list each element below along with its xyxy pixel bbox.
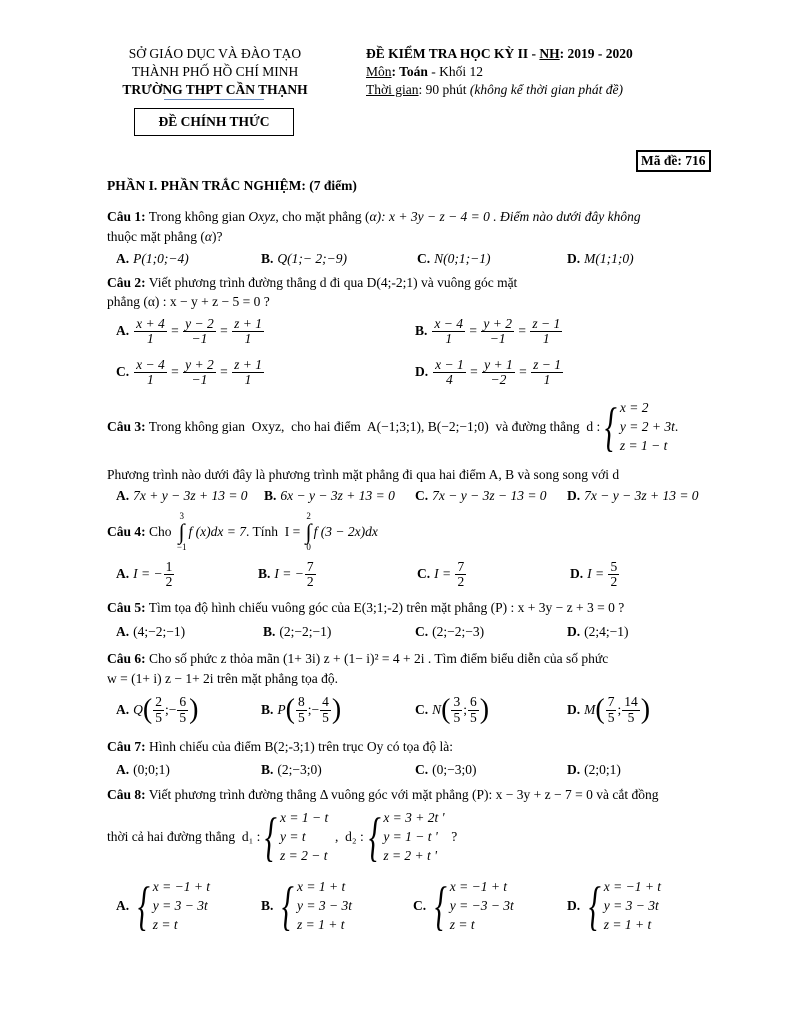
- exam-title-a: ĐỀ KIỂM TRA HỌC KỲ II -: [366, 46, 540, 61]
- den: 1: [244, 372, 252, 388]
- sys-row: x = −1 + t: [603, 879, 662, 894]
- den: 5: [627, 709, 635, 725]
- frac: [455, 560, 466, 589]
- den: 1: [147, 372, 154, 388]
- opt-label: A.: [116, 322, 130, 338]
- q5-option-b[interactable]: [263, 624, 331, 640]
- sys-row: z = 2 − t: [280, 848, 328, 863]
- sys-row: z = 2 + t ': [383, 848, 438, 863]
- num: z + 1: [234, 357, 262, 372]
- q8-a: Viết phương trình đường thẳng Δ vuông góc với mặt phẳng (P): x − 3y + z − 7 = 0 và cắt đồng: [145, 787, 659, 802]
- sys-row: y = t: [280, 829, 306, 844]
- sys-row: x = −1 + t: [449, 879, 508, 894]
- paren: ): [640, 694, 651, 725]
- den: 2: [306, 574, 314, 590]
- den: 5: [155, 709, 162, 725]
- opt-label: B.: [261, 897, 274, 913]
- subject-line: [366, 64, 483, 80]
- sys-row: z = 1 − t: [619, 438, 668, 453]
- q5-label: Câu 5:: [107, 600, 146, 615]
- num: 6: [469, 694, 477, 710]
- q2-option-a[interactable]: A. $\frac{x + 4}{1}$ = $\frac{y - 2}{-1}$ = $\frac{z + 1}{1}$: [116, 316, 262, 347]
- sep: ;: [164, 702, 169, 717]
- q1-b: , cho mặt phẳng (: [275, 209, 370, 224]
- q4-b: . Tính I =: [245, 524, 304, 539]
- num: 6: [179, 694, 187, 710]
- opt-text: M(1;1;0): [584, 251, 634, 266]
- q5-text: [107, 600, 624, 616]
- q3-dot: .: [674, 418, 679, 434]
- q1-text: [107, 209, 641, 225]
- q8-d2-system: [364, 808, 445, 865]
- den: 5: [469, 709, 477, 725]
- q8-text2: [107, 808, 457, 865]
- opt-text: 7x − y − 3z − 13 = 0: [432, 488, 547, 503]
- q3-label: Câu 3:: [107, 418, 146, 434]
- q4-option-a[interactable]: [116, 560, 175, 589]
- num: 7: [306, 559, 314, 574]
- frac: [183, 317, 216, 346]
- sep: ;: [617, 702, 622, 717]
- opt-label: D.: [567, 251, 581, 266]
- school-underline: [164, 99, 264, 100]
- q6-option-d[interactable]: [567, 694, 650, 726]
- int-bottom: −1: [176, 542, 187, 552]
- exam-code: Mã đề: 716: [636, 150, 711, 172]
- frac: [153, 695, 164, 724]
- sys-row: y = 3 − 3t: [297, 898, 352, 913]
- den: 2: [165, 574, 173, 590]
- sys-row: x = −1 + t: [152, 879, 211, 894]
- q2-text: [107, 275, 517, 291]
- q4-option-d[interactable]: [570, 560, 620, 589]
- den: 1: [445, 331, 453, 347]
- opt-label: C.: [417, 251, 431, 266]
- frac: [305, 560, 316, 589]
- sys-row: x = 3 + 2t ': [383, 810, 445, 825]
- num: x − 4: [434, 316, 463, 331]
- school-name: TRƯỜNG THPT CẦN THẠNH: [122, 82, 308, 97]
- q7-option-a[interactable]: [116, 762, 170, 778]
- frac: [606, 695, 617, 724]
- q1-d: thuộc mặt phẳng (: [107, 229, 205, 244]
- sys-row: y = 1 − t ': [383, 829, 438, 844]
- opt-text: (2;0;1): [584, 762, 621, 777]
- q3-option-d[interactable]: [567, 488, 699, 504]
- q8-text: [107, 787, 658, 803]
- opt-label: A.: [116, 702, 130, 717]
- opt-label: D.: [570, 565, 584, 581]
- sys-row: x = 1 + t: [297, 879, 346, 894]
- neg: −: [311, 702, 320, 717]
- q7-option-d[interactable]: [567, 762, 621, 778]
- num: x − 1: [435, 357, 464, 372]
- opt-label: C.: [415, 762, 429, 777]
- q3-option-b[interactable]: [264, 488, 395, 504]
- sys-row: x = 1 − t: [280, 810, 329, 825]
- frac: [468, 695, 479, 724]
- paren: ): [479, 694, 490, 725]
- brace: {: [368, 806, 381, 867]
- opt-pre: I = −: [133, 565, 163, 581]
- opt-label: A.: [116, 762, 130, 777]
- q6-option-a[interactable]: [116, 694, 198, 726]
- opt-label: A.: [116, 897, 130, 913]
- num: y − 2: [185, 316, 214, 331]
- time-note: (không kể thời gian phát đề): [469, 82, 623, 97]
- int-top: 3: [179, 511, 184, 521]
- q7-text: [107, 739, 453, 755]
- opt-pre: N: [432, 702, 442, 717]
- opt-pre: M: [584, 702, 596, 717]
- opt-system: [277, 877, 352, 934]
- q7-label: Câu 7:: [107, 739, 146, 754]
- int-top: 2: [306, 511, 311, 521]
- q1-a: Trong không gian: [145, 209, 249, 224]
- q8-d1-system: [260, 808, 328, 865]
- frac: [451, 695, 462, 724]
- frac: [177, 695, 188, 724]
- brace: {: [434, 875, 447, 936]
- q5-option-c[interactable]: [415, 624, 484, 640]
- q8-option-d[interactable]: [567, 877, 661, 934]
- frac: [296, 695, 307, 724]
- opt-label: C.: [116, 363, 130, 379]
- q7-option-c[interactable]: [415, 762, 476, 778]
- subject-label: Môn: [366, 64, 392, 79]
- official-text: ĐỀ CHÍNH THỨC: [158, 114, 270, 129]
- opt-text: (4;−2;−1): [133, 624, 186, 639]
- sys-row: y = −3 − 3t: [449, 898, 514, 913]
- opt-pre: I =: [434, 565, 455, 581]
- q8-q: ?: [444, 828, 458, 844]
- neg: −: [168, 702, 177, 717]
- q1-alpha2: α: [204, 229, 212, 244]
- frac: [433, 358, 466, 387]
- opt-label: D.: [567, 624, 581, 639]
- opt-label: D.: [567, 762, 581, 777]
- num: z − 1: [533, 357, 561, 372]
- den: 2: [457, 574, 465, 590]
- paren: ): [189, 694, 199, 725]
- opt-text: 7x − y − 3z + 13 = 0: [584, 488, 699, 503]
- q3-text2: Phương trình nào dưới đây là phương trình mặt phẳng đi qua hai điểm A, B và song song với d: [107, 467, 620, 482]
- exam-title-b: NH: [539, 46, 560, 61]
- sys-row: z = 1 + t: [297, 917, 345, 932]
- q6-text2: w = (1+ i) z − 1+ 2i trên mặt phẳng tọa độ.: [107, 671, 339, 686]
- opt-label: B.: [261, 702, 274, 717]
- opt-pre: I =: [587, 565, 608, 581]
- num: 7: [607, 694, 615, 710]
- paren: (: [142, 694, 153, 725]
- opt-label: B.: [264, 488, 277, 503]
- num: 7: [457, 559, 465, 574]
- frac: [320, 695, 331, 724]
- den: 1: [543, 372, 551, 388]
- integral-sign: ∫: [305, 519, 312, 544]
- den: 5: [607, 709, 615, 725]
- q7-a: Hình chiếu của điểm B(2;-3;1) trên trục Oy có tọa độ là:: [145, 739, 454, 754]
- frac: [481, 317, 514, 346]
- opt-pre: Q: [133, 702, 143, 717]
- opt-label: B.: [415, 322, 428, 338]
- den: −1: [191, 331, 208, 347]
- frac: [164, 560, 175, 589]
- frac: [232, 358, 264, 387]
- opt-label: C.: [417, 565, 431, 581]
- q6-label: Câu 6:: [107, 651, 146, 666]
- den: 1: [147, 331, 154, 347]
- opt-label: B.: [263, 624, 276, 639]
- q8-b: thời cả hai đường thẳng d₁ :: [107, 828, 261, 844]
- sep: ;: [463, 702, 467, 717]
- q1-option-a[interactable]: [116, 251, 189, 267]
- int-body: f (x)dx = 7: [188, 524, 246, 539]
- opt-label: C.: [413, 897, 427, 913]
- exam-title-c: : 2019 - 2020: [559, 46, 633, 61]
- den: 5: [322, 709, 329, 725]
- q6-a: Cho số phức z thỏa mãn (1+ 3i) z + (1− i)² = 4 + 2i . Tìm điểm biểu diễn của số phức: [145, 651, 609, 666]
- q3-option-a[interactable]: [116, 488, 248, 504]
- q1-alpha: α: [369, 209, 377, 224]
- opt-system: [584, 877, 661, 934]
- opt-text: (2;−2;−3): [432, 624, 485, 639]
- sys-row: y = 3 − 3t: [152, 898, 208, 913]
- section-title: PHẦN I. PHẦN TRẮC NGHIỆM: (7 điểm): [107, 178, 357, 193]
- integral-1: [177, 512, 187, 552]
- q3-option-c[interactable]: [415, 488, 547, 504]
- frac: [232, 317, 264, 346]
- num: y + 2: [185, 357, 214, 372]
- q4-option-c[interactable]: [417, 560, 467, 589]
- den: 5: [453, 709, 461, 725]
- opt-system: [430, 877, 514, 934]
- opt-label: A.: [116, 488, 130, 503]
- num: 3: [453, 694, 461, 710]
- num: 14: [624, 694, 638, 710]
- brace: {: [137, 875, 150, 936]
- q6-option-b[interactable]: [261, 694, 341, 726]
- num: x + 4: [136, 316, 165, 331]
- q2-option-c[interactable]: C. $\frac{x - 4}{1}$ = $\frac{y + 2}{-1}$ = $\frac{z + 1}{1}$: [116, 357, 262, 388]
- q4-text: [107, 512, 378, 552]
- q8-option-a[interactable]: [116, 877, 210, 934]
- sys-row: z = 1 + t: [603, 917, 652, 932]
- frac: [482, 358, 515, 387]
- num: 4: [322, 694, 329, 710]
- q5-option-d[interactable]: [567, 624, 628, 640]
- q3-system: [600, 398, 675, 455]
- sys-row: x = 2: [619, 400, 649, 415]
- q8-mid: , d₂ :: [328, 828, 364, 844]
- time-line: [366, 82, 623, 98]
- den: 4: [446, 372, 453, 388]
- paren: (: [441, 694, 451, 725]
- q2-a: Viết phương trình đường thẳng d đi qua D(4;-2;1) và vuông góc mặt: [145, 275, 518, 290]
- q2-option-b[interactable]: B. $\frac{x - 4}{1}$ = $\frac{y + 2}{-1}$ = $\frac{z - 1}{1}$: [415, 316, 561, 347]
- time-label: Thời gian: [366, 82, 419, 97]
- opt-text: 7x + y − 3z + 13 = 0: [133, 488, 248, 503]
- opt-label: B.: [258, 565, 271, 581]
- num: 8: [297, 694, 305, 710]
- opt-text: Q(1;− 2;−9): [277, 251, 347, 266]
- q1-label: Câu 1:: [107, 209, 146, 224]
- official-badge: [134, 108, 294, 136]
- den: 5: [297, 709, 305, 725]
- time-value: : 90 phút: [418, 82, 470, 97]
- opt-label: B.: [261, 762, 274, 777]
- sys-row: y = 3 − 3t: [603, 898, 659, 913]
- brace: {: [588, 875, 601, 936]
- brace: {: [282, 875, 295, 936]
- q6-text: [107, 651, 608, 667]
- frac: [134, 358, 167, 387]
- opt-text: (0;0;1): [133, 762, 170, 777]
- sys-row: y = 2 + 3t: [619, 419, 675, 434]
- num: x − 4: [136, 357, 165, 372]
- opt-system: [133, 877, 210, 934]
- num: 1: [165, 559, 173, 574]
- int-body: f (3 − 2x)dx: [313, 524, 378, 539]
- opt-label: C.: [415, 702, 429, 717]
- opt-label: D.: [567, 488, 581, 503]
- den: 1: [244, 331, 252, 347]
- subject-value: : Toán: [391, 64, 428, 79]
- opt-label: A.: [116, 251, 130, 266]
- frac: [183, 358, 216, 387]
- num: 5: [610, 559, 618, 574]
- q2-text2: phẳng (α) : x − y + z − 5 = 0 ?: [107, 294, 270, 309]
- q3-a: Trong không gian Oxyz, cho hai điểm A(−1;3;1), B(−2;−1;0) và đường thẳng d :: [145, 418, 601, 434]
- opt-pre: P: [277, 702, 286, 717]
- opt-label: D.: [415, 363, 429, 379]
- paren: (: [285, 694, 295, 725]
- q4-a: Cho: [145, 524, 175, 539]
- q5-option-a[interactable]: [116, 624, 185, 640]
- sys-row: z = t: [449, 917, 475, 932]
- opt-text: (2;−3;0): [277, 762, 322, 777]
- den: 1: [542, 331, 550, 347]
- opt-label: A.: [116, 565, 130, 581]
- den: 5: [179, 709, 187, 725]
- brace: {: [265, 806, 278, 867]
- paren: (: [595, 694, 605, 725]
- frac: [622, 695, 640, 724]
- num: y + 1: [484, 357, 513, 372]
- opt-label: D.: [567, 702, 581, 717]
- exam-title: [366, 46, 633, 62]
- den: −1: [191, 372, 208, 388]
- frac: [432, 317, 465, 346]
- q1-option-b[interactable]: [261, 251, 347, 267]
- opt-label: B.: [261, 251, 274, 266]
- q1-e: )?: [211, 229, 223, 244]
- num: z − 1: [532, 316, 561, 331]
- frac: [530, 317, 562, 346]
- q1-option-c[interactable]: [417, 251, 490, 267]
- q7-option-b[interactable]: [261, 762, 322, 778]
- opt-text: (0;−3;0): [432, 762, 477, 777]
- q6-option-c[interactable]: [415, 694, 489, 726]
- opt-label: D.: [567, 897, 581, 913]
- opt-label: C.: [415, 488, 429, 503]
- q5-a: Tìm tọa độ hình chiếu vuông góc của E(3;1;-2) trên mặt phẳng (P) : x + 3y − z + 3 = 0 ?: [145, 600, 625, 615]
- dept-line2: THÀNH PHỐ HỒ CHÍ MINH: [131, 64, 299, 79]
- opt-label: C.: [415, 624, 429, 639]
- q4-label: Câu 4:: [107, 524, 146, 539]
- den: 2: [610, 574, 618, 590]
- q2-option-d[interactable]: D. $\frac{x - 1}{4}$ = $\frac{y + 1}{-2}$ = $\frac{z - 1}{1}$: [415, 357, 561, 388]
- int-bottom: 0: [306, 542, 311, 552]
- q1-text2: [107, 229, 222, 245]
- opt-text: N(0;1;−1): [434, 251, 491, 266]
- opt-text: P(1;0;−4): [133, 251, 189, 266]
- num: z + 1: [234, 316, 262, 331]
- den: −1: [489, 331, 506, 347]
- frac: [531, 358, 563, 387]
- q8-label: Câu 8:: [107, 787, 146, 802]
- q4-option-b[interactable]: [258, 560, 317, 589]
- q2-label: Câu 2:: [107, 275, 146, 290]
- opt-text: (2;4;−1): [584, 624, 629, 639]
- opt-label: A.: [116, 624, 130, 639]
- q8-option-b[interactable]: [261, 877, 352, 934]
- integral-2: [306, 512, 312, 552]
- q8-option-c[interactable]: [413, 877, 514, 934]
- opt-text: (2;−2;−1): [279, 624, 332, 639]
- paren: ): [331, 694, 342, 725]
- q1-option-d[interactable]: [567, 251, 634, 267]
- frac: [608, 560, 619, 589]
- sep: ;: [307, 702, 312, 717]
- frac: [134, 317, 167, 346]
- brace: {: [605, 396, 618, 457]
- opt-text: 6x − y − 3z + 13 = 0: [280, 488, 395, 503]
- q3-text: [107, 398, 678, 455]
- grade: - Khối 12: [427, 64, 484, 79]
- integral-sign: ∫: [178, 519, 185, 544]
- num: y + 2: [483, 316, 512, 331]
- q1-oxyz: Oxyz: [248, 209, 276, 224]
- den: −2: [490, 372, 507, 388]
- opt-pre: I = −: [274, 565, 304, 581]
- q1-c: ): x + 3y − z − 4 = 0 . Điểm nào dưới đây không: [376, 209, 641, 224]
- dept-line1: SỞ GIÁO DỤC VÀ ĐÀO TẠO: [128, 46, 302, 61]
- num: 2: [155, 694, 162, 710]
- sys-row: z = t: [152, 917, 178, 932]
